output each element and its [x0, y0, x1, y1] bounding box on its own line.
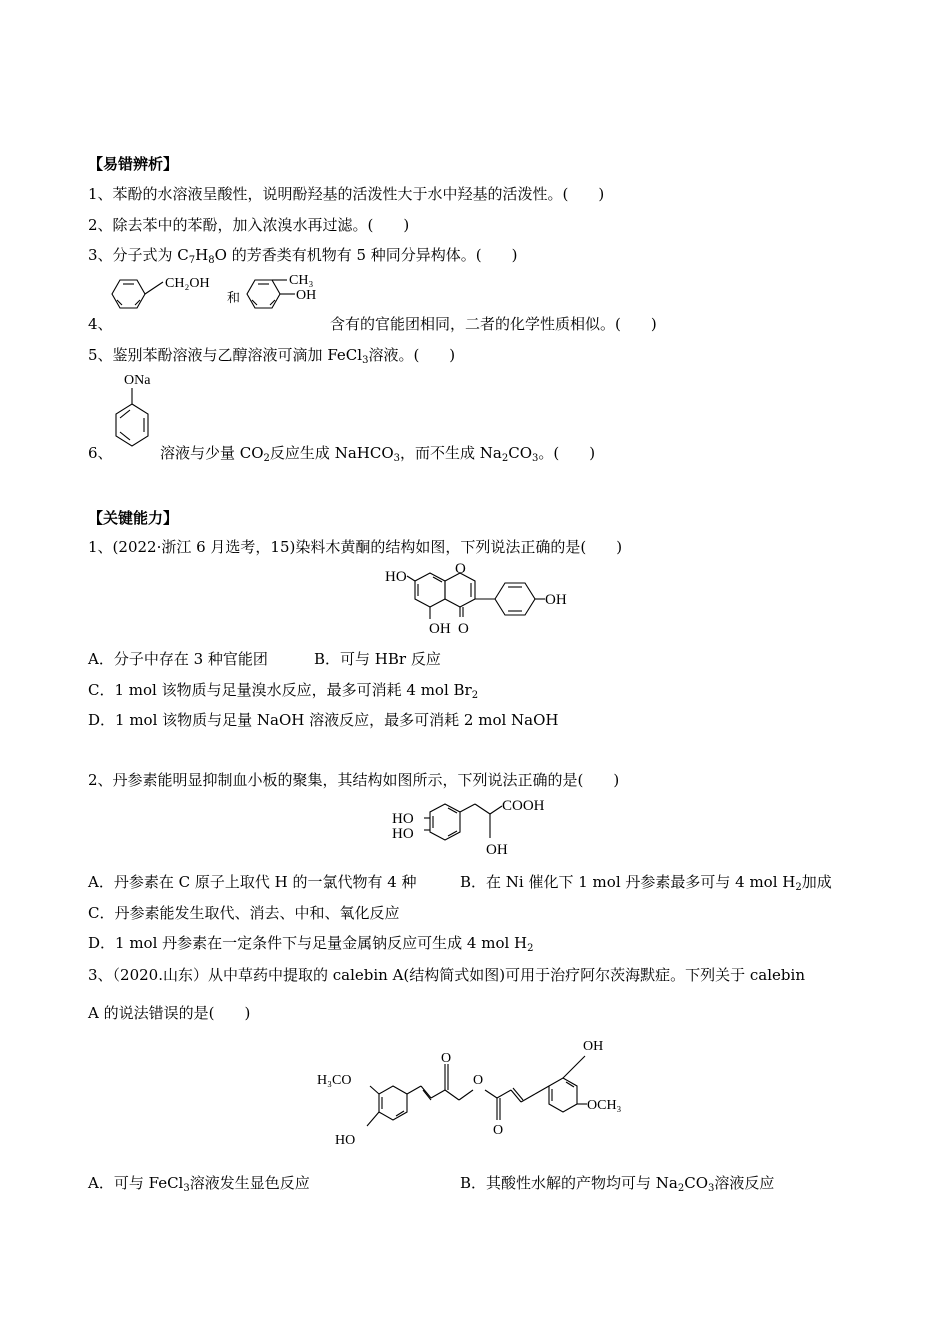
carbonyl-o-label: O	[458, 621, 469, 637]
ch2oh-label: CH₂OH	[165, 276, 210, 291]
benzyl-alcohol-and-cresol-structures	[105, 272, 335, 332]
problem-3-option-a: A．可与 FeCl$_3$溶液发生显色反应	[88, 1174, 310, 1194]
oh-label: OH	[296, 288, 317, 303]
ho-label-2: HO	[392, 826, 414, 842]
problem-3-stem-line1: 3、（2020.山东）从中草药中提取的 calebin A(结构简式如图)可用于治疗阿尔茨海默症。下列关于 calebin	[88, 966, 805, 984]
question-6-text: 溶液与少量 $CO_2$反应生成 NaHCO$_3$，而不生成 $Na_2CO_3$。( )	[160, 444, 596, 464]
problem-2-option-d: D．1 mol 丹参素在一定条件下与足量金属钠反应可生成 4 mol $H_2$	[88, 934, 534, 954]
question-2: 2、除去苯中的苯酚，加入浓溴水再过滤。( )	[88, 216, 410, 234]
problem-2-option-a: A．丹参素在 C 原子上取代 H 的一氯代物有 4 种	[88, 873, 417, 891]
question-6: 6、	[88, 444, 113, 462]
oh-bottom-label: OH	[429, 621, 451, 637]
genistein-structure	[385, 563, 575, 638]
ester-carbonyl-o-label: O	[493, 1123, 504, 1138]
problem-1-option-b: B．可与 HBr 反应	[314, 650, 441, 668]
danshensu-structure	[390, 794, 570, 864]
ester-o-label: O	[473, 1073, 484, 1088]
problem-3-stem-line2: A 的说法错误的是( )	[88, 1004, 251, 1022]
ho-label-1: HO	[392, 811, 414, 827]
ho-label: HO	[335, 1133, 356, 1148]
question-4-text: 含有的官能团相同，二者的化学性质相似。( )	[330, 315, 657, 333]
question-5: 5、鉴别苯酚溶液与乙醇溶液可滴加 FeCl$_3$溶液。( )	[88, 346, 456, 366]
question-4: 4、	[88, 315, 113, 333]
ona-label: ONa	[124, 373, 151, 388]
problem-1-option-d: D．1 mol 该物质与足量 NaOH 溶液反应，最多可消耗 2 mol NaOH	[88, 711, 559, 729]
ketone-o-label: O	[441, 1051, 452, 1066]
calebin-a-structure	[315, 1034, 645, 1149]
ring-o-label: O	[455, 563, 466, 577]
ho-left-label: HO	[385, 569, 407, 585]
problem-2-option-c: C．丹参素能发生取代、消去、中和、氧化反应	[88, 904, 400, 922]
section-title-common-mistakes: 【易错辨析】	[88, 155, 179, 173]
oh-label: OH	[583, 1039, 604, 1054]
problem-1-option-a: A．分子中存在 3 种官能团	[88, 650, 268, 668]
section-title-key-abilities: 【关键能力】	[88, 509, 179, 527]
och3-label: OCH₃	[587, 1098, 622, 1113]
oh-label: OH	[486, 842, 508, 858]
oh-right-label: OH	[545, 592, 567, 608]
cooh-label: COOH	[502, 798, 545, 814]
problem-1-stem: 1、(2022·浙江 6 月选考，15)染料木黄酮的结构如图，下列说法正确的是( )	[88, 538, 623, 556]
and-label: 和	[227, 290, 241, 305]
problem-2-option-b: B．在 Ni 催化下 1 mol 丹参素最多可与 4 mol $H_2$加成	[460, 873, 832, 893]
question-1: 1、苯酚的水溶液呈酸性，说明酚羟基的活泼性大于水中羟基的活泼性。( )	[88, 185, 605, 203]
question-3: 3、分子式为 $C_7H_8O$ 的芳香类有机物有 5 种同分异构体。( )	[88, 246, 518, 266]
problem-2-stem: 2、丹参素能明显抑制血小板的聚集，其结构如图所示，下列说法正确的是( )	[88, 771, 620, 789]
problem-3-option-b: B．其酸性水解的产物均可与 $Na_2CO_3$溶液反应	[460, 1174, 775, 1194]
problem-1-option-c: C．1 mol 该物质与足量溴水反应，最多可消耗 4 mol $Br_2$	[88, 681, 479, 701]
h3co-label: H₃CO	[317, 1073, 352, 1088]
ch3-label: CH₃	[289, 273, 314, 288]
